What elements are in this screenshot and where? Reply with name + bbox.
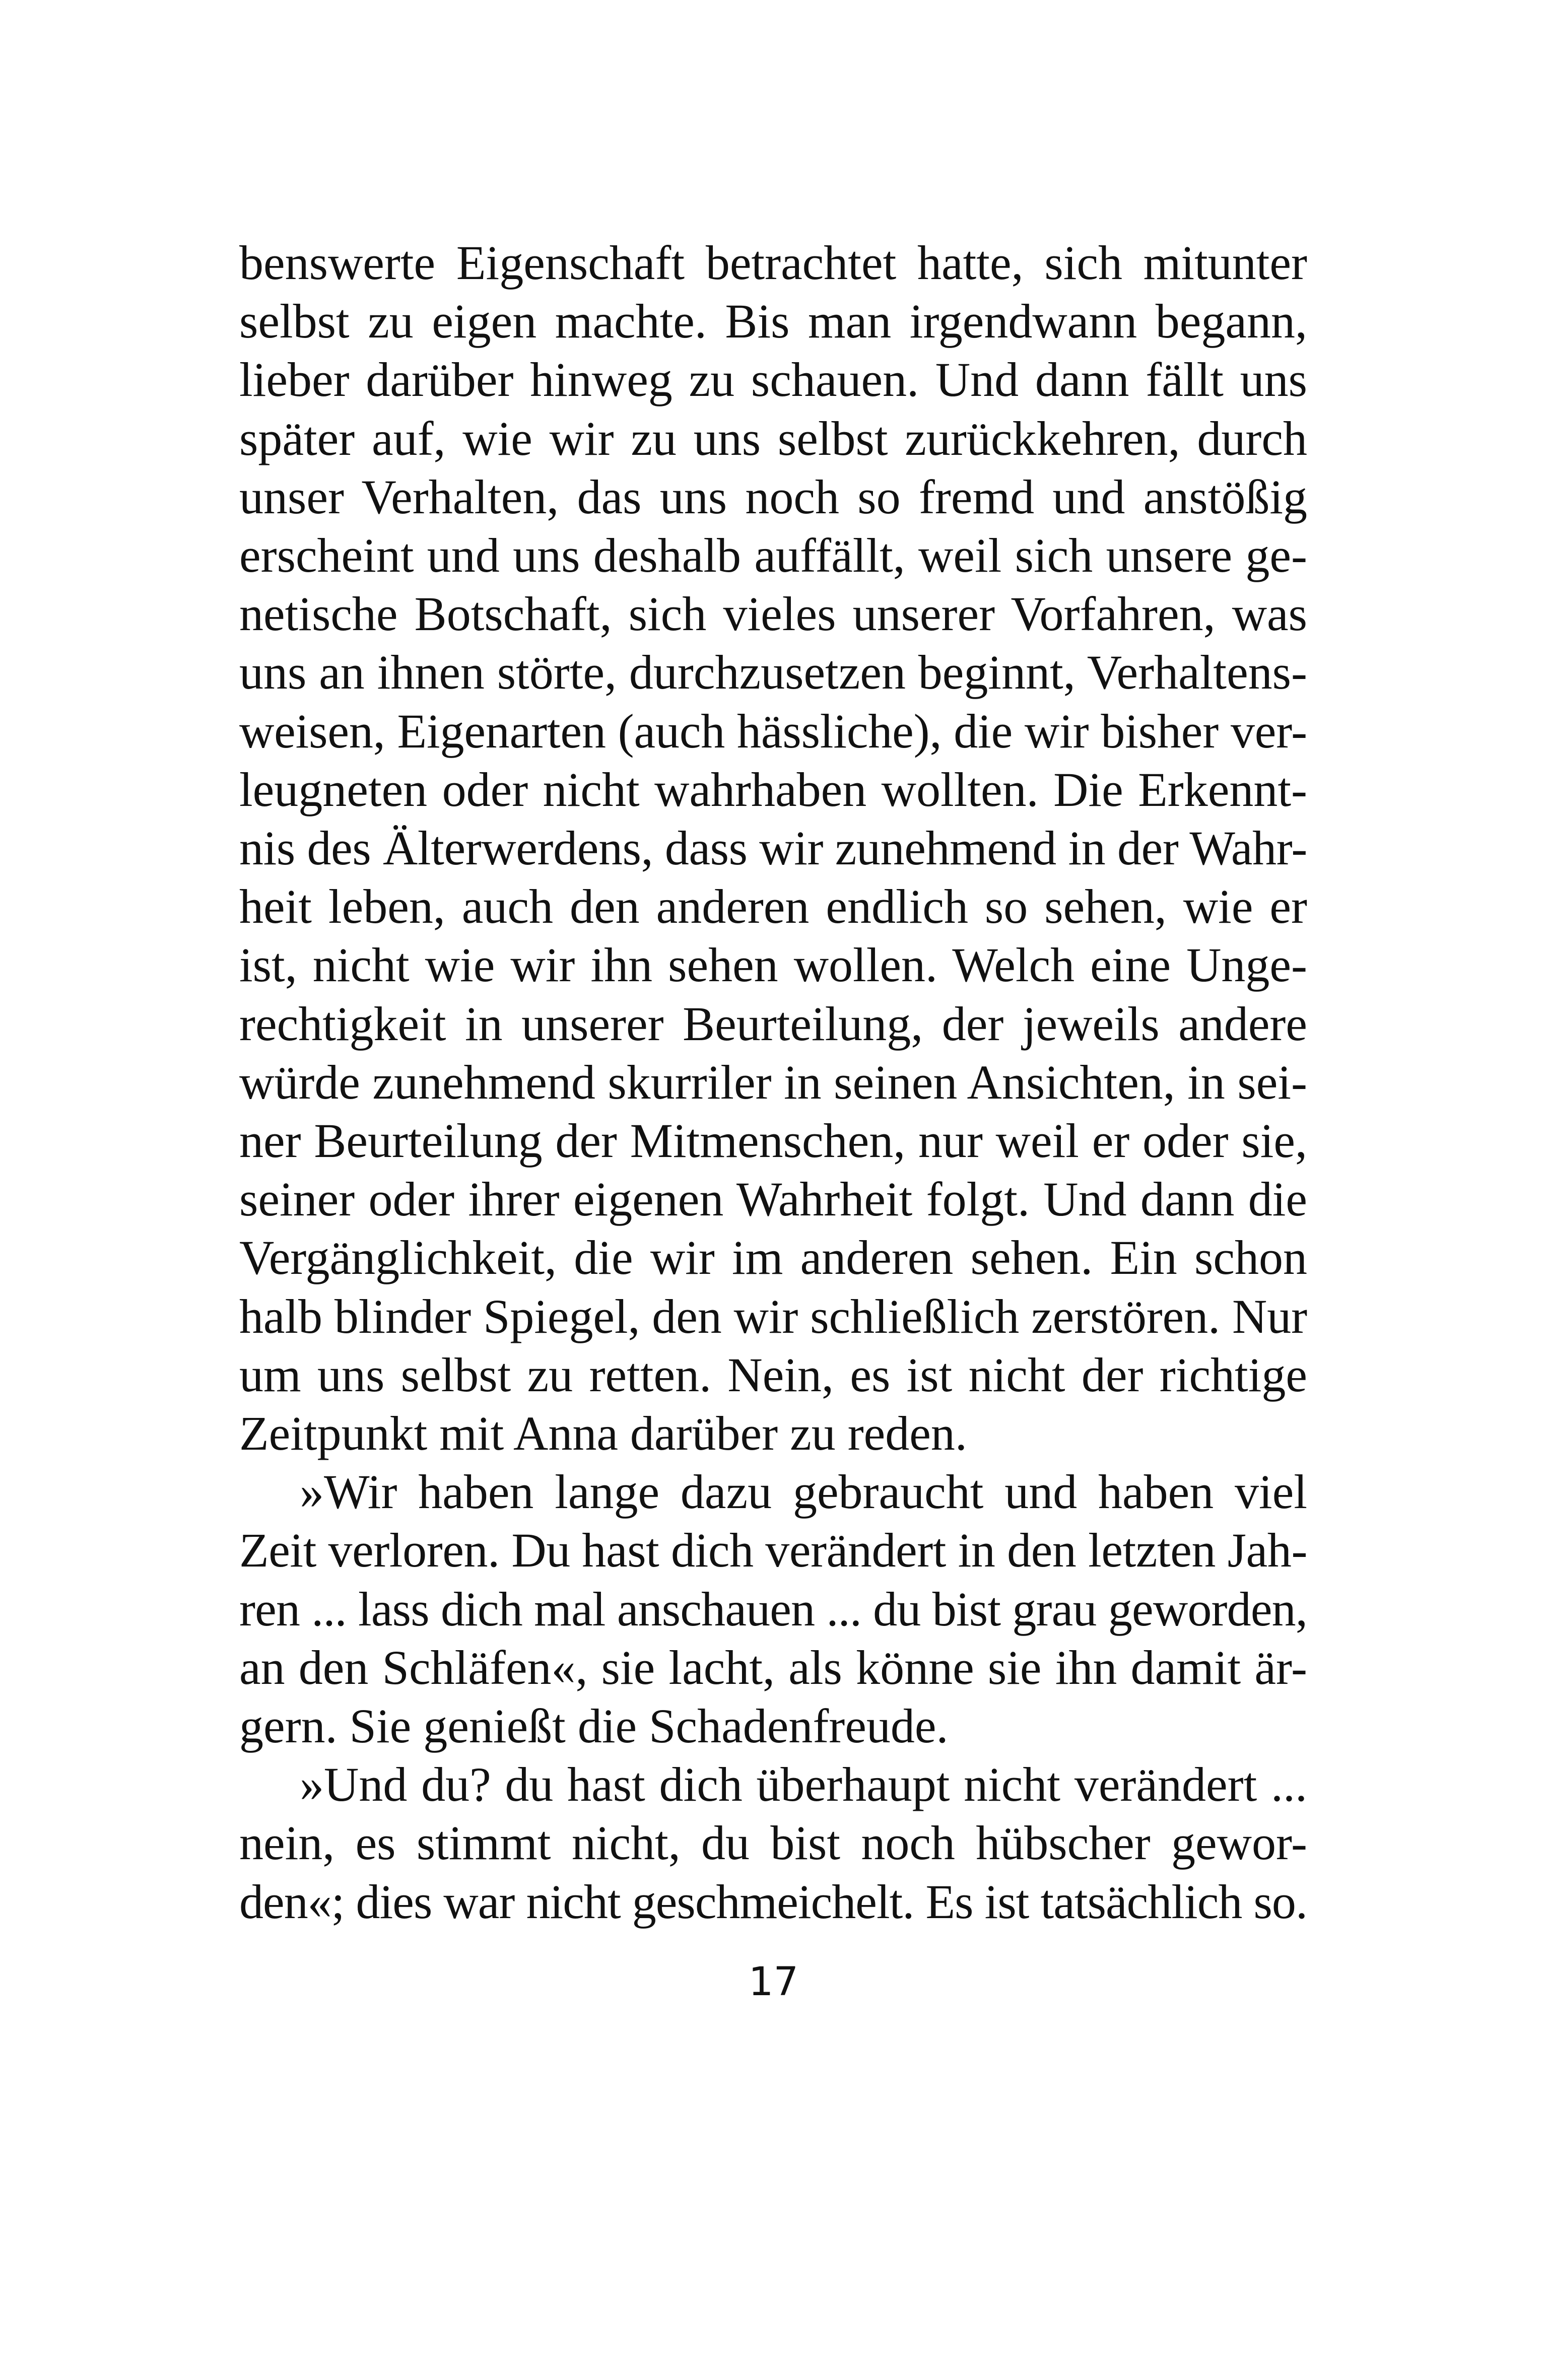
text-line: ner Beurteilung der Mitmenschen, nur weil er oder sie,: [239, 1114, 1307, 1168]
body-text: [239, 234, 1307, 1931]
paragraph-1: [239, 234, 1307, 1463]
paragraph-2: [239, 1463, 1307, 1755]
text-line: leugneten oder nicht wahrhaben wollten. Die Erkennt-: [239, 762, 1307, 817]
text-line: gern. Sie genießt die Schadenfreude.: [239, 1699, 949, 1753]
paragraph-3: [239, 1755, 1307, 1931]
page-number: 17: [748, 1959, 799, 2005]
text-line: »Wir haben lange dazu gebraucht und haben viel: [300, 1465, 1307, 1519]
text-line: heit leben, auch den anderen endlich so sehen, wie er: [239, 879, 1307, 934]
text-line: an den Schläfen«, sie lacht, als könne sie ihn damit är-: [239, 1640, 1307, 1694]
text-line: ist, nicht wie wir ihn sehen wollen. Welch eine Unge-: [239, 938, 1307, 992]
text-line: nis des Älterwerdens, dass wir zunehmend in der Wahr-: [239, 821, 1308, 875]
text-line: weisen, Eigenarten (auch hässliche), die wir bisher ver-: [239, 704, 1308, 758]
text-line: um uns selbst zu retten. Nein, es ist nicht der richtige: [239, 1347, 1307, 1402]
text-line: Zeitpunkt mit Anna darüber zu reden.: [239, 1406, 967, 1461]
text-line: »Und du? du hast dich überhaupt nicht verändert ...: [300, 1757, 1307, 1812]
text-line: erscheint und uns deshalb auffällt, weil sich unsere ge-: [239, 528, 1307, 583]
text-line: ren ... lass dich mal anschauen ... du bist grau geworden,: [239, 1582, 1308, 1636]
text-line: netische Botschaft, sich vieles unserer Vorfahren, was: [239, 587, 1307, 641]
text-line: unser Verhalten, das uns noch so fremd und anstößig: [239, 469, 1307, 524]
text-line: benswerte Eigenschaft betrachtet hatte, sich mitunter: [239, 236, 1307, 290]
text-line: den«; dies war nicht geschmeichelt. Es ist tatsächlich so.: [239, 1874, 1308, 1929]
text-line: selbst zu eigen machte. Bis man irgendwann begann,: [239, 294, 1307, 349]
text-line: Zeit verloren. Du hast dich verändert in den letzten Jah-: [239, 1523, 1308, 1578]
text-line: Vergänglichkeit, die wir im anderen sehen. Ein schon: [239, 1231, 1307, 1285]
text-line: lieber darüber hinweg zu schauen. Und dann fällt uns: [239, 353, 1307, 407]
text-line: würde zunehmend skurriler in seinen Ansichten, in sei-: [239, 1055, 1307, 1109]
text-line: rechtigkeit in unserer Beurteilung, der jeweils andere: [239, 996, 1307, 1051]
text-line: halb blinder Spiegel, den wir schließlich zerstören. Nur: [239, 1289, 1307, 1343]
text-line: nein, es stimmt nicht, du bist noch hübscher gewor-: [239, 1816, 1307, 1870]
text-line: uns an ihnen störte, durchzusetzen beginnt, Verhaltens-: [239, 645, 1307, 700]
text-line: seiner oder ihrer eigenen Wahrheit folgt. Und dann die: [239, 1172, 1307, 1227]
text-line: später auf, wie wir zu uns selbst zurückkehren, durch: [239, 411, 1307, 465]
